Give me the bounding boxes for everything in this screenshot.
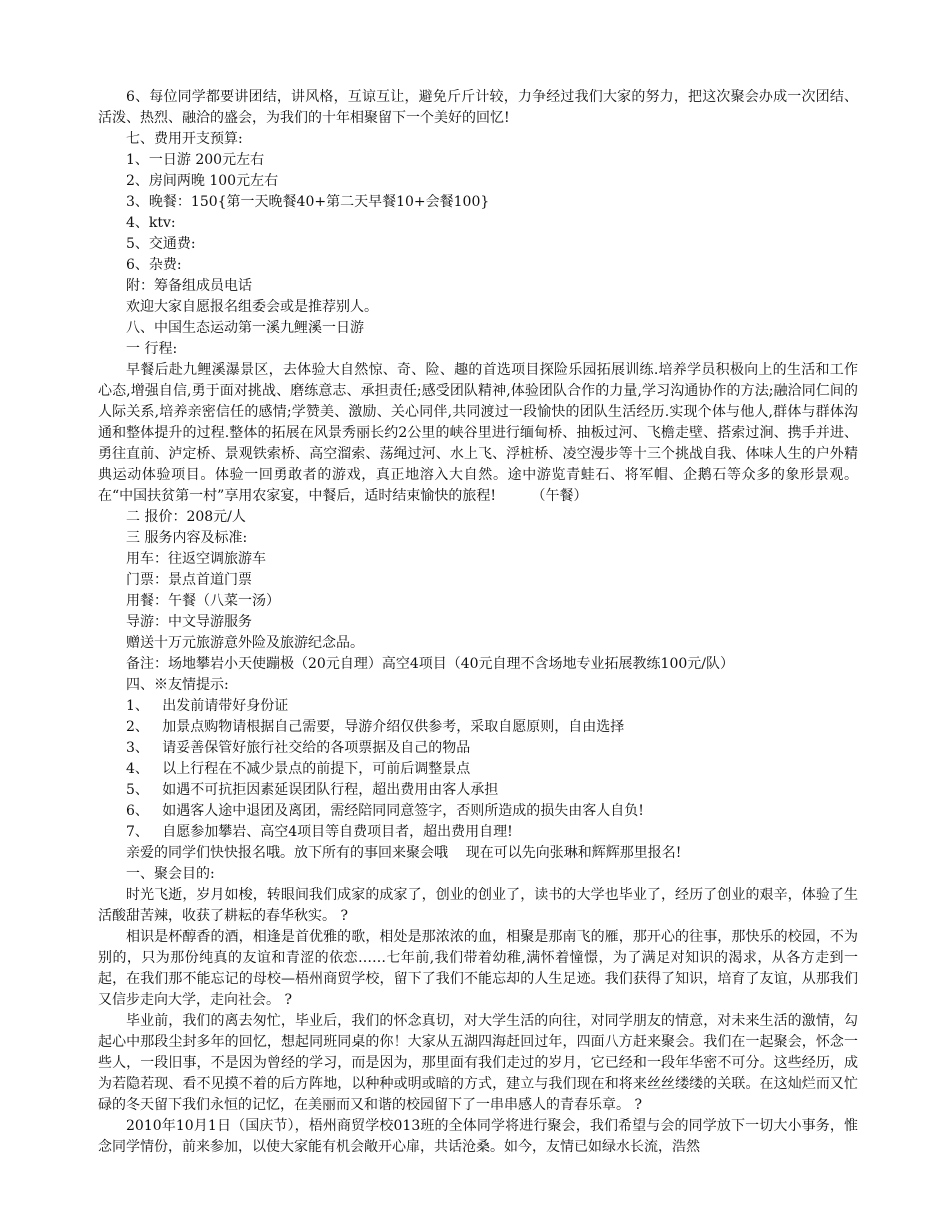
list-item: 3、 请妥善保管好旅行社交给的各项票据及自己的物品 [126, 740, 471, 756]
paragraph: 早餐后赴九鲤溪瀑景区，去体验大自然惊、奇、险、趣的首选项目探险乐园拓展训练.培养学员积极向上的生活和工作心态,增强自信,勇于面对挑战、磨练意志、承担责任;感受团队精神,体验团队合作的力量,学习沟通协作的方法;融洽同仁间的人际关系,培养亲密信任的感情;学赞美、激励、关心同伴,共同渡过一段愉快的团队生活经历.实现个体与他人,群体与群体沟通和整体提升的过程.整体的拓展在风景秀丽长约2公里的峡谷里进行缅甸桥、抽板过河、飞檐走壁、搭索过涧、携手并进、勇往直前、泸定桥、景观铁索桥、高空溜索、荡绳过河、水上飞、浮桩桥、凌空漫步等十三个挑战自我、体味人生的户外精典运动体验项目。体验一回勇敢者的游戏，真正地溶入大自然。途中游览青蛙石、将军帽、企鹅石等众多的象形景观。在“中国扶贫第一村”享用农家宴，中餐后，适时结束愉快的旅程! （午餐） [98, 362, 858, 504]
paragraph: 2010年10月1日（国庆节），梧州商贸学校013班的全体同学将进行聚会，我们希望与会的同学放下一切大小事务，惟念同学情份，前来参加，以使大家能有机会敞开心扉，共话沧桑。如今，友情已如绿水长流，浩然 [98, 1118, 858, 1155]
paragraph: 3、晚餐：150{第一天晚餐40+第二天早餐10+会餐100} [126, 194, 490, 210]
paragraph: 5、交通费: [126, 236, 196, 252]
paragraph: 导游：中文导游服务 [126, 614, 252, 630]
paragraph: 三 服务内容及标准: [126, 530, 248, 546]
paragraph: 一 行程: [126, 341, 178, 357]
document-body [98, 87, 858, 1158]
list-item: 7、 自愿参加攀岩、高空4项目等自费项目者，超出费用自理! [126, 824, 513, 840]
section-heading: 八、中国生态运动第一溪九鲤溪一日游 [126, 320, 364, 336]
paragraph: 1、一日游 200元左右 [126, 152, 265, 168]
paragraph: 4、ktv: [126, 215, 176, 231]
paragraph: 用餐：午餐（八菜一汤） [126, 593, 280, 609]
list-item: 6、 如遇客人途中退团及离团，需经陪同同意签字，否则所造成的损失由客人自负! [126, 803, 644, 819]
paragraph: 6、每位同学都要讲团结，讲风格，互谅互让，避免斤斤计较，力争经过我们大家的努力，把这次聚会办成一次团结、活泼、热烈、融洽的盛会，为我们的十年相聚留下一个美好的回忆! [98, 89, 858, 126]
paragraph: 二 报价：208元/人 [126, 509, 246, 525]
paragraph: 赠送十万元旅游意外险及旅游纪念品。 [126, 635, 364, 651]
paragraph: 亲爱的同学们快快报名哦。放下所有的事回来聚会哦 现在可以先向张琳和辉辉那里报名! [126, 845, 682, 861]
paragraph: 门票：景点首道门票 [126, 572, 252, 588]
paragraph: 用车：往返空调旅游车 [126, 551, 266, 567]
paragraph: 备注：场地攀岩小天使蹦极（20元自理）高空4项目（40元自理不含场地专业拓展教练100元/队） [126, 656, 734, 672]
paragraph: 欢迎大家自愿报名组委会或是推荐别人。 [126, 299, 378, 315]
list-item: 2、 加景点购物请根据自己需要，导游介绍仅供参考，采取自愿原则，自由选择 [126, 719, 625, 735]
list-item: 1、 出发前请带好身份证 [126, 698, 289, 714]
paragraph: 相识是杯醇香的酒，相逢是首优雅的歌，相处是那浓浓的血，相聚是那南飞的雁，那开心的往事，那快乐的校园，不为别的，只为那份纯真的友谊和青涩的依恋……七年前,我们带着幼稚,满怀着憧憬，为了满足对知识的渴求，从各方走到一起，在我们那不能忘记的母校—梧州商贸学校，留下了我们不能忘却的人生足迹。我们获得了知识，培育了友谊，从那我们又信步走向大学，走向社会。 ? [98, 929, 858, 1008]
paragraph: 四、※友情提示: [126, 677, 229, 693]
section-heading: 一、聚会目的: [126, 866, 215, 882]
list-item: 4、 以上行程在不减少景点的前提下，可前后调整景点 [126, 761, 471, 777]
paragraph: 七、费用开支预算: [126, 131, 243, 147]
paragraph: 6、杂费: [126, 257, 182, 273]
list-item: 5、 如遇不可抗拒因素延误团队行程，超出费用由客人承担 [126, 782, 499, 798]
paragraph: 附：筹备组成员电话 [126, 278, 252, 294]
paragraph: 毕业前，我们的离去匆忙，毕业后，我们的怀念真切，对大学生活的向往，对同学朋友的情意，对未来生活的激情，勾起心中那段尘封多年的回忆，想起同班同桌的你！大家从五湖四海赶回过年，四面八方赶来聚会。我们在一起聚会，怀念一些人，一段旧事，不是因为曾经的学习，而是因为，那里面有我们走过的岁月，它已经和一段年华密不可分。这些经历，成为若隐若现、看不见摸不着的后方阵地，以种种或明或暗的方式，建立与我们现在和将来丝丝缕缕的关联。在这灿烂而又忙碌的冬天留下我们永恒的记忆，在美丽而又和谐的校园留下了一串串感人的青春乐章。 ? [98, 1013, 858, 1113]
paragraph: 2、房间两晚 100元左右 [126, 173, 279, 189]
paragraph: 时光飞逝，岁月如梭，转眼间我们成家的成家了，创业的创业了，读书的大学也毕业了，经历了创业的艰辛，体验了生活酸甜苦辣，收获了耕耘的春华秋实。 ? [98, 887, 858, 924]
